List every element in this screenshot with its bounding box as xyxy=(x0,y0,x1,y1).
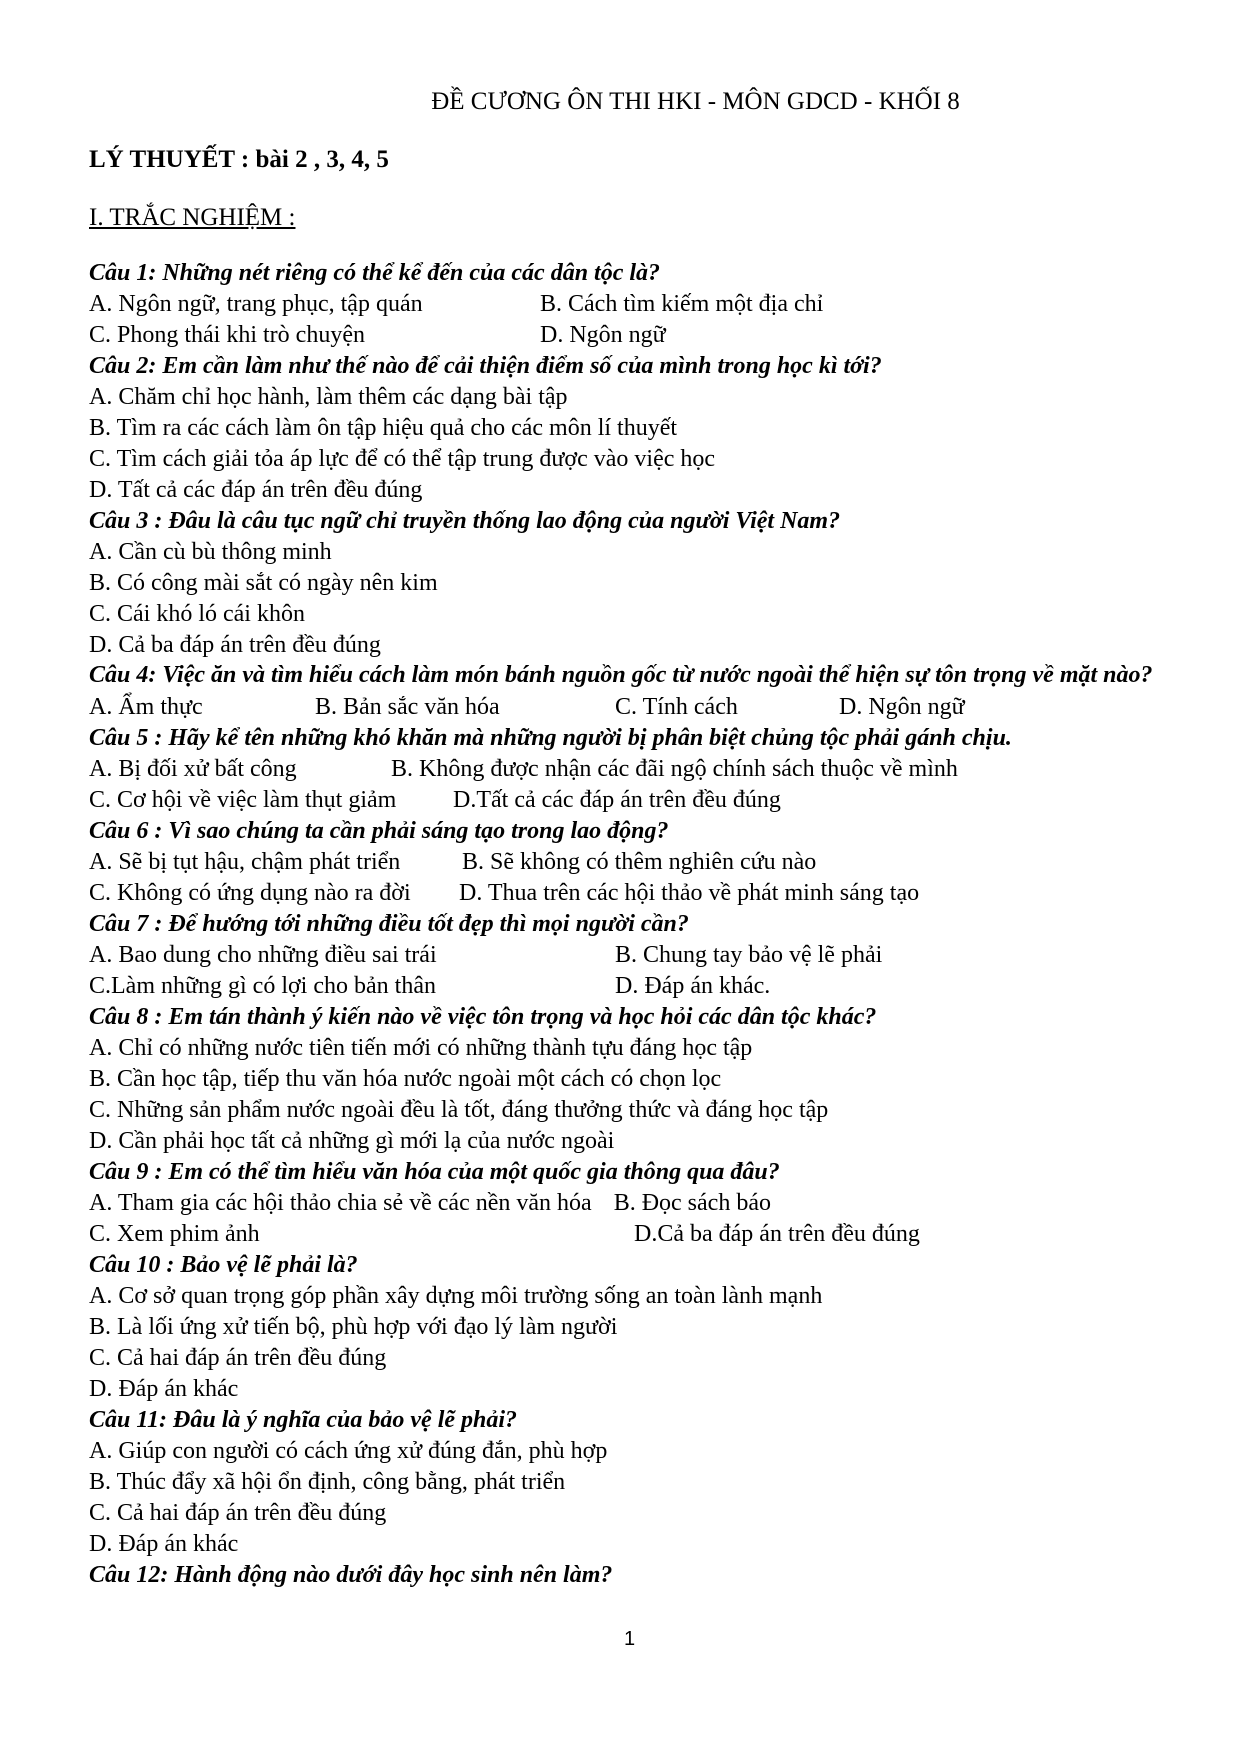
option-a: A. Ẩm thực xyxy=(89,694,203,720)
option-a: A. Cơ sở quan trọng góp phần xây dựng môi trường sống an toàn lành mạnh xyxy=(89,1283,823,1309)
option-c: C. Tính cách xyxy=(615,694,738,720)
option-a: A. Chăm chỉ học hành, làm thêm các dạng bài tập xyxy=(89,384,568,410)
option-a: A. Sẽ bị tụt hậu, chậm phát triển xyxy=(89,849,401,875)
option-b: B. Có công mài sắt có ngày nên kim xyxy=(89,570,438,596)
option-row xyxy=(89,754,1169,785)
question-11: Câu 11: Đâu là ý nghĩa của bảo vệ lẽ phải? xyxy=(89,1407,518,1433)
option-c: C. Cả hai đáp án trên đều đúng xyxy=(89,1345,387,1371)
option-row xyxy=(89,692,1169,723)
option-c: C. Cơ hội về việc làm thụt giảm xyxy=(89,787,397,813)
option-b: B. Cách tìm kiếm một địa chỉ xyxy=(540,291,824,317)
option-b: B. Bản sắc văn hóa xyxy=(315,694,500,720)
option-d: D. Cần phải học tất cả những gì mới lạ của nước ngoài xyxy=(89,1128,615,1154)
option-d: D.Cả ba đáp án trên đều đúng xyxy=(634,1221,920,1247)
option-b: B. Sẽ không có thêm nghiên cứu nào xyxy=(462,849,817,875)
document-title: ĐỀ CƯƠNG ÔN THI HKI - MÔN GDCD - KHỐI 8 xyxy=(431,88,960,115)
option-b: B. Tìm ra các cách làm ôn tập hiệu quả cho các môn lí thuyết xyxy=(89,415,678,441)
option-d: D. Ngôn ngữ xyxy=(540,322,666,348)
page-number: 1 xyxy=(623,1628,636,1650)
question-8: Câu 8 : Em tán thành ý kiến nào về việc tôn trọng và học hỏi các dân tộc khác? xyxy=(89,1004,877,1030)
option-b: B. Không được nhận các đãi ngộ chính sách thuộc về mình xyxy=(391,756,958,782)
option-d: D.Tất cả các đáp án trên đều đúng xyxy=(453,787,781,813)
question-3: Câu 3 : Đâu là câu tục ngữ chỉ truyền thống lao động của người Việt Nam? xyxy=(89,508,841,534)
question-6: Câu 6 : Vì sao chúng ta cần phải sáng tạo trong lao động? xyxy=(89,818,669,844)
option-a: A. Cần cù bù thông minh xyxy=(89,539,332,565)
option-b: B. Chung tay bảo vệ lẽ phải xyxy=(615,942,883,968)
option-d: D. Thua trên các hội thảo về phát minh sáng tạo xyxy=(459,880,920,906)
option-c: C. Cả hai đáp án trên đều đúng xyxy=(89,1500,387,1526)
question-12: Câu 12: Hành động nào dưới đây học sinh nên làm? xyxy=(89,1562,613,1588)
option-b: B. Cần học tập, tiếp thu văn hóa nước ngoài một cách có chọn lọc xyxy=(89,1066,722,1092)
question-1: Câu 1: Những nét riêng có thể kể đến của các dân tộc là? xyxy=(89,260,661,286)
option-row xyxy=(89,320,1169,351)
option-row xyxy=(89,940,1169,971)
option-a: A. Bị đối xử bất công xyxy=(89,756,297,782)
option-row xyxy=(89,878,1169,909)
option-row xyxy=(89,289,1169,320)
option-row xyxy=(89,785,1169,816)
option-row xyxy=(89,847,1169,878)
option-a: A. Chỉ có những nước tiên tiến mới có những thành tựu đáng học tập xyxy=(89,1035,753,1061)
option-row xyxy=(89,971,1169,1002)
option-c: C. Những sản phẩm nước ngoài đều là tốt, đáng thưởng thức và đáng học tập xyxy=(89,1097,829,1123)
option-a: A. Ngôn ngữ, trang phục, tập quán xyxy=(89,291,423,317)
question-5: Câu 5 : Hãy kể tên những khó khăn mà những người bị phân biệt chủng tộc phải gánh chịu. xyxy=(89,725,1012,751)
option-b: B. Là lối ứng xử tiến bộ, phù hợp với đạo lý làm người xyxy=(89,1314,618,1340)
option-row xyxy=(89,1219,1169,1250)
option-b: B. Thúc đẩy xã hội ổn định, công bằng, phát triển xyxy=(89,1469,566,1495)
option-row xyxy=(89,1188,1169,1219)
question-7: Câu 7 : Để hướng tới những điều tốt đẹp thì mọi người cần? xyxy=(89,911,689,937)
question-10: Câu 10 : Bảo vệ lẽ phải là? xyxy=(89,1252,358,1278)
option-b: B. Đọc sách báo xyxy=(613,1190,771,1216)
option-a: A. Bao dung cho những điều sai trái xyxy=(89,942,437,968)
option-c: C. Không có ứng dụng nào ra đời xyxy=(89,880,411,906)
option-d: D. Ngôn ngữ xyxy=(839,694,965,720)
option-d: D. Đáp án khác. xyxy=(615,973,771,999)
section-heading: I. TRẮC NGHIỆM : xyxy=(89,204,296,231)
option-d: D. Đáp án khác xyxy=(89,1376,239,1402)
option-d: D. Tất cả các đáp án trên đều đúng xyxy=(89,477,423,503)
option-c: C. Xem phim ảnh xyxy=(89,1221,260,1247)
option-c: C.Làm những gì có lợi cho bản thân xyxy=(89,973,436,999)
option-d: D. Đáp án khác xyxy=(89,1531,239,1557)
question-9: Câu 9 : Em có thể tìm hiểu văn hóa của một quốc gia thông qua đâu? xyxy=(89,1159,780,1185)
option-d: D. Cả ba đáp án trên đều đúng xyxy=(89,632,381,658)
option-a: A. Giúp con người có cách ứng xử đúng đắn, phù hợp xyxy=(89,1438,608,1464)
option-c: C. Tìm cách giải tỏa áp lực để có thể tập trung được vào việc học xyxy=(89,446,716,472)
theory-heading: LÝ THUYẾT : bài 2 , 3, 4, 5 xyxy=(89,146,389,173)
option-c: C. Cái khó ló cái khôn xyxy=(89,601,305,627)
question-list xyxy=(89,258,1169,1591)
question-4: Câu 4: Việc ăn và tìm hiểu cách làm món bánh nguồn gốc từ nước ngoài thể hiện sự tôn trọng về mặt nào? xyxy=(89,662,1153,688)
question-2: Câu 2: Em cần làm như thế nào để cải thiện điểm số của mình trong học kì tới? xyxy=(89,353,882,379)
option-a: A. Tham gia các hội thảo chia sẻ về các nền văn hóa xyxy=(89,1190,592,1216)
option-c: C. Phong thái khi trò chuyện xyxy=(89,322,365,348)
